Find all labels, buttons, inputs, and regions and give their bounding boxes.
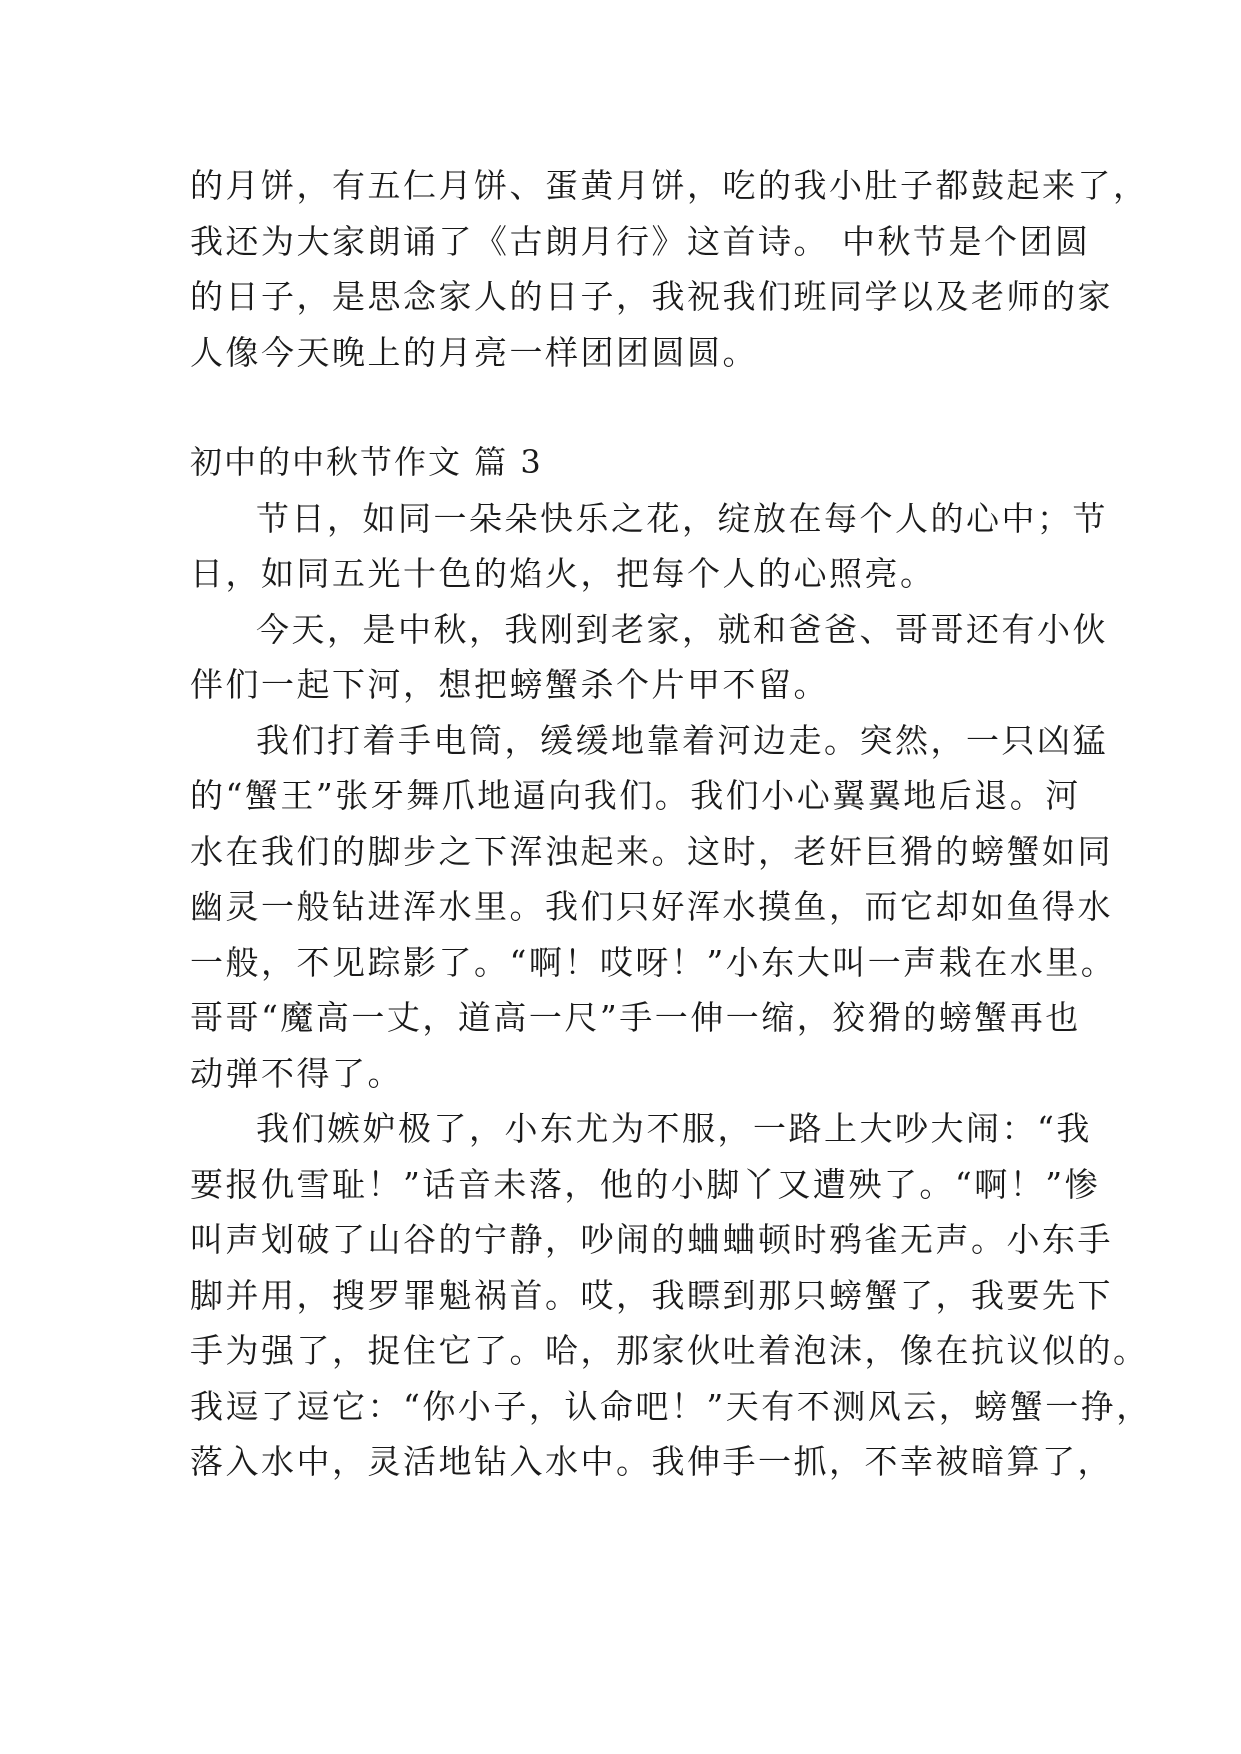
text-line: 的月饼，有五仁月饼、蛋黄月饼，吃的我小肚子都鼓起来了， [190,166,1149,205]
paragraph-2 [190,602,1108,713]
text-line: 落入水中，灵活地钻入水中。我伸手一抓，不幸被暗算了， [190,1442,1113,1481]
text-line: 脚并用，搜罗罪魁祸首。哎，我瞟到那只螃蟹了，我要先下 [190,1275,1113,1315]
text-line: 手为强了，捉住它了。哈，那家伙吐着泡沫，像在抗议似的。 [190,1331,1149,1370]
text-line: 节日，如同一朵朵快乐之花，绽放在每个人的心中；节 [256,498,1108,538]
text-line: 伴们一起下河，想把螃蟹杀个片甲不留。 [190,665,829,704]
text-line: 动弹不得了。 [190,1053,403,1093]
text-line: 日，如同五光十色的焰火，把每个人的心照亮。 [190,554,936,593]
text-line: 要报仇雪耻！”话音未落，他的小脚丫又遭殃了。“啊！”惨 [190,1164,1101,1204]
text-line: 幽灵一般钻进浑水里。我们只好浑水摸鱼，而它却如鱼得水 [190,887,1113,926]
text-line: 我们打着手电筒，缓缓地靠着河边走。突然，一只凶猛 [256,720,1108,760]
text-line: 我们嫉妒极了，小东尤为不服，一路上大吵大闹：“我 [256,1109,1092,1148]
text-line: 的日子，是思念家人的日子，我祝我们班同学以及老师的家 [190,277,1113,316]
document-body [190,158,1152,1490]
text-line: 人像今天晚上的月亮一样团团圆圆。 [190,332,758,372]
text-line: 我逗了逗它：“你小子，认命吧！”天有不测风云，螃蟹一挣， [190,1386,1152,1426]
text-line: 一般，不见踪影了。“啊！哎呀！”小东大叫一声栽在水里。 [190,942,1117,982]
text-line: 叫声划破了山谷的宁静，吵闹的蛐蛐顿时鸦雀无声。小东手 [190,1220,1113,1259]
text-line: 水在我们的脚步之下浑浊起来。这时，老奸巨猾的螃蟹如同 [190,831,1113,871]
intro-paragraph [190,158,1149,380]
paragraph-4 [190,1101,1152,1490]
text-line: 今天，是中秋，我刚到老家，就和爸爸、哥哥还有小伙 [256,609,1108,649]
text-line: 哥哥“魔高一丈，道高一尺”手一伸一缩，狡猾的螃蟹再也 [190,998,1081,1037]
paragraph-1 [190,491,1108,602]
text-line: 的“蟹王”张牙舞爪地逼向我们。我们小心翼翼地后退。河 [190,776,1081,815]
section-title: 初中的中秋节作文 篇 3 [190,443,543,481]
paragraph-3 [190,713,1117,1102]
text-line: 我还为大家朗诵了《古朗月行》这首诗。 中秋节是个团圆 [190,221,1091,261]
